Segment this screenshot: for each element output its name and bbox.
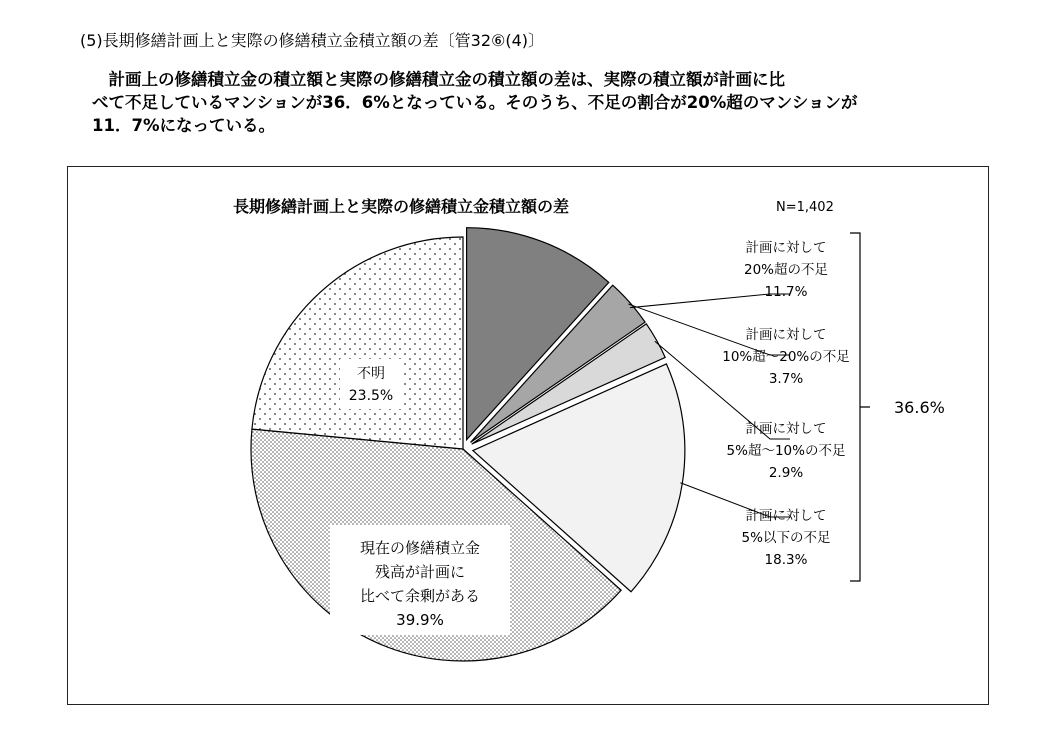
- slice-label: [742, 507, 831, 568]
- label-line: 5%超～10%の不足: [726, 443, 846, 459]
- label-line: 20%超の不足: [743, 262, 829, 278]
- label-line: 23.5%: [348, 388, 394, 404]
- label-line: 10%超～20%の不足: [722, 349, 850, 365]
- summary-line: べて不足しているマンションが36．6%となっている。そのうち、不足の割合が20%超のマンションが: [92, 93, 858, 112]
- label-line: 比べて余剰がある: [359, 587, 481, 605]
- pie-chart: [68, 167, 988, 704]
- label-line: 計画に対して: [745, 421, 827, 437]
- label-line: 残高が計画に: [374, 563, 466, 581]
- label-line: 不明: [357, 366, 385, 382]
- chart-frame: [67, 166, 989, 705]
- label-line: 計画に対して: [745, 508, 827, 524]
- bracket-total-label: 36.6%: [894, 398, 945, 417]
- slice-label: [727, 420, 846, 481]
- label-line: 2.9%: [768, 465, 804, 481]
- label-line: 5%以下の不足: [741, 530, 831, 546]
- slice-label: [744, 239, 829, 300]
- pie-slice: [252, 237, 463, 449]
- label-line: 計画に対して: [745, 327, 827, 343]
- summary-paragraph: [92, 68, 1032, 137]
- label-line: 11.7%: [764, 284, 808, 300]
- sample-size-label: N=1,402: [776, 200, 834, 215]
- label-line: 39.9%: [396, 611, 444, 629]
- section-heading: (5)長期修繕計画上と実際の修繕積立金積立額の差〔管32⑥(4)〕: [80, 31, 545, 50]
- summary-bracket: [850, 233, 870, 581]
- label-line: 現在の修繕積立金: [359, 539, 481, 557]
- summary-line: 11．7%になっている。: [92, 116, 275, 135]
- slice-label: [722, 326, 850, 387]
- chart-title: 長期修繕計画上と実際の修繕積立金積立額の差: [232, 197, 570, 216]
- label-line: 計画に対して: [745, 240, 827, 256]
- label-line: 18.3%: [764, 552, 808, 568]
- summary-line: 計画上の修繕積立金の積立額と実際の修繕積立金の積立額の差は、実際の積立額が計画に比: [92, 70, 785, 89]
- label-line: 3.7%: [768, 371, 804, 387]
